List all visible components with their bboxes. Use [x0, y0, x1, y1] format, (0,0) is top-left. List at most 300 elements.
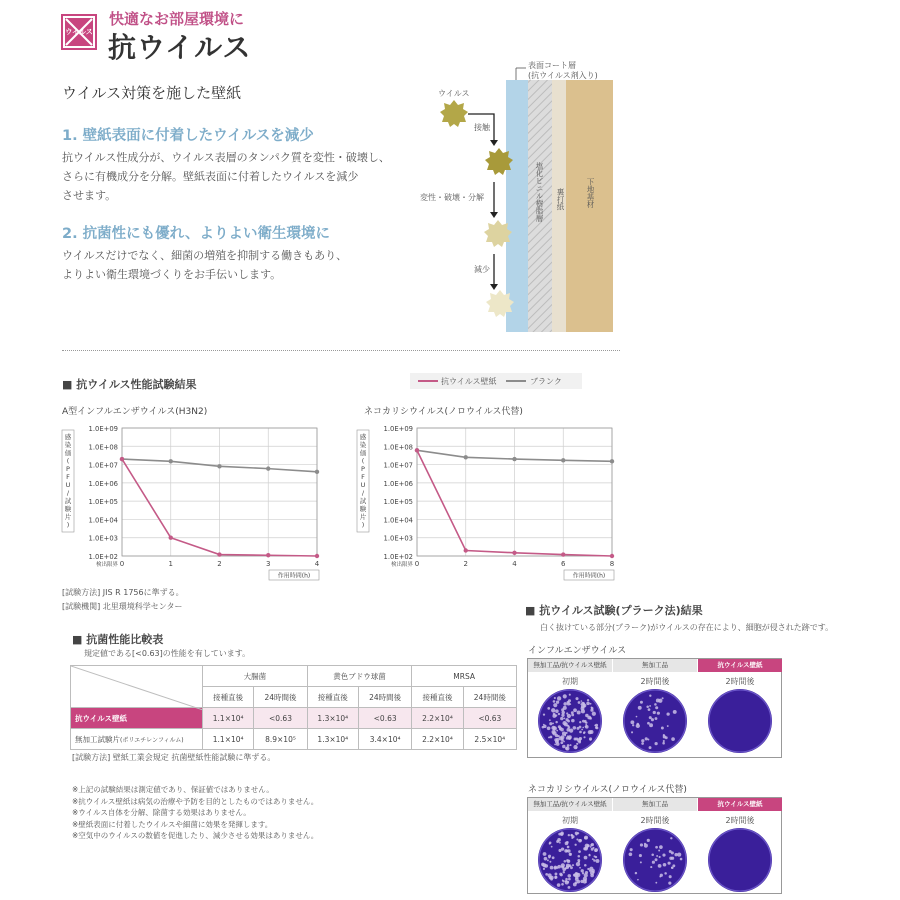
plaque-spot [637, 879, 639, 881]
plaque-header: 無加工品 [613, 659, 697, 672]
blank-point [610, 459, 614, 463]
blank-point [315, 470, 319, 474]
y-tick-label: 1.0E+06 [383, 479, 413, 488]
plaque-spot [587, 868, 589, 870]
chart-2-title: ネコカリシウイルス(ノロウイルス代替) [364, 407, 523, 417]
table-group-header: 黄色ブドウ球菌 [307, 666, 412, 687]
plaque-spot [554, 876, 557, 879]
plaque-spot [556, 701, 559, 704]
y-axis-label-char: 感 [64, 433, 72, 441]
plaque-spot [564, 718, 566, 720]
plaque-spot [556, 742, 560, 746]
plaque-spot [584, 879, 586, 881]
point-1-heading: 1. 壁紙表面に付着したウイルスを減少 [62, 128, 314, 144]
y-axis-label-char: U [65, 481, 71, 489]
plaque-spot [584, 856, 588, 860]
y-tick-label: 1.0E+05 [383, 498, 413, 507]
plaque-spot [581, 707, 585, 711]
plaque-dishes [528, 685, 783, 757]
plaque-spot [647, 722, 650, 725]
plaque-spot [655, 717, 658, 720]
legend-blank: ブランク [530, 377, 562, 386]
plaque-spot [667, 725, 669, 727]
antibac-note: 規定値である[<0.63]の性能を有しています。 [84, 649, 251, 658]
y-tick-label: 1.0E+06 [88, 479, 118, 488]
plaque-spot [591, 707, 593, 709]
plaque-spot [578, 701, 581, 704]
plaque-spot [651, 854, 654, 857]
y-axis-label-char: 験 [359, 505, 367, 513]
y-tick-label: 1.0E+02 [88, 553, 118, 561]
plaque-spot [541, 863, 545, 867]
plaque-spot [575, 747, 577, 749]
x-tick-label: 8 [609, 560, 615, 568]
plaque-spot [654, 703, 657, 706]
plaque-spot [579, 731, 582, 734]
culture-dish [538, 689, 602, 753]
plaque-spot [662, 697, 664, 699]
step-reduce-label: 減少 [474, 265, 490, 274]
plaque-spot [651, 718, 654, 721]
y-tick-label: 1.0E+07 [88, 461, 118, 470]
plaque-spot [568, 735, 572, 739]
plaque-spot [581, 700, 583, 702]
plaque-spot [560, 735, 564, 739]
plaque-spot [575, 875, 578, 878]
y-tick-label: 1.0E+09 [383, 425, 413, 433]
plaque-spot [658, 864, 662, 868]
plaque-spot [594, 848, 598, 852]
plaque-spot [547, 707, 550, 710]
y-tick-label: 1.0E+05 [88, 498, 118, 507]
plaque-spot [592, 847, 594, 849]
y-tick-label: 1.0E+04 [383, 516, 413, 525]
plaque-spot [568, 699, 571, 702]
plaque-panel-1-title: インフルエンザウイルス [528, 646, 627, 656]
plaque-spot [563, 871, 565, 873]
plaque-spot [658, 850, 660, 852]
plaque-spot [668, 882, 671, 885]
antivirus-point [315, 554, 319, 558]
plaque-spot [570, 744, 572, 746]
table-cell: 1.3×10⁴ [307, 729, 358, 750]
y-axis-label-char: 感 [359, 433, 367, 441]
plaque-spot [562, 745, 565, 748]
antivirus-point [512, 551, 516, 555]
y-axis-label-char: 試 [359, 497, 367, 505]
plaque-spot [547, 859, 549, 861]
antivirus-point [610, 554, 614, 558]
blank-point [169, 459, 173, 463]
note-line: ※上記の試験結果は測定値であり、保証値ではありません。 [72, 785, 274, 794]
calicivirus-chart [355, 420, 620, 586]
plaque-spot [578, 855, 581, 858]
plaque-spot [659, 845, 663, 849]
antivirus-point [120, 457, 124, 461]
plaque-spot [677, 853, 681, 857]
table-cell: 8.9×10⁵ [254, 729, 307, 750]
plaque-spot [565, 718, 568, 721]
plaque-spot [671, 851, 674, 854]
plaque-spot [641, 742, 644, 745]
plaque-spot [557, 883, 561, 887]
y-tick-label: 1.0E+07 [383, 461, 413, 470]
plaque-spot [663, 740, 665, 742]
plaque-spot [580, 703, 582, 705]
row-label-small: (ポリエチレンフィルム) [120, 736, 184, 744]
plaque-spot [564, 860, 567, 863]
plaque-spot [575, 832, 578, 835]
plaque-spot [585, 882, 587, 884]
plaque-spot [561, 883, 564, 886]
row-label-main: 無加工試験片 [75, 734, 120, 744]
plaque-spot [577, 859, 580, 862]
table-row-label [71, 729, 203, 750]
table-cell: 2.2×10⁴ [412, 729, 463, 750]
wallpaper-layer-diagram [416, 58, 621, 338]
plaque-spot [585, 722, 587, 724]
plaque-spot [543, 714, 545, 716]
y-axis-label-char: / [66, 489, 70, 497]
plaque-spot [557, 838, 561, 842]
plaque-spot [559, 842, 561, 844]
plaque-spot [644, 843, 646, 845]
plaque-spot [568, 878, 571, 881]
note-line: ※抗ウイルス壁紙は病気の治療や予防を目的としたものではありません。 [72, 796, 319, 806]
y-axis-label-char: ) [361, 521, 365, 529]
note-line: ※ウイルス自体を分解、除菌する効果はありません。 [72, 808, 251, 817]
plaque-spot [570, 866, 573, 869]
plaque-spot [587, 699, 589, 701]
step-decompose-label: 変性・破壊・分解 [420, 193, 484, 202]
plaque-spot [567, 859, 571, 863]
plaque-spot [666, 713, 669, 716]
plaque-spot [649, 723, 653, 727]
plaque-spot [549, 719, 551, 721]
plaque-spot [640, 861, 642, 863]
plaque-label: 初期 [562, 677, 578, 686]
plaque-spot [551, 846, 553, 848]
y-axis-label-char: P [66, 465, 70, 473]
plaque-spot [655, 706, 658, 709]
x-tick-label: 0 [414, 560, 420, 568]
plaque-spot [558, 713, 560, 715]
plaque-spot [561, 711, 564, 714]
y-axis-label-char: 染 [359, 441, 367, 449]
blank-point [266, 466, 270, 470]
plaque-spot [646, 706, 649, 709]
plaque-label: 2時間後 [640, 677, 670, 686]
plaque-header: 無加工品 [613, 798, 697, 811]
plaque-header: 無加工品/抗ウイルス壁紙 [528, 659, 612, 672]
plaque-spot [557, 696, 561, 700]
plaque-spot [575, 697, 578, 700]
plaque-spot [663, 863, 667, 867]
plaque-spot [550, 866, 554, 870]
plaque-spot [655, 846, 658, 849]
influenza-chart [60, 420, 325, 586]
plaque-spot [586, 702, 590, 706]
legend-antivirus: 抗ウイルス壁紙 [441, 377, 497, 386]
plaque-spot [571, 713, 574, 716]
table-row-label: 抗ウイルス壁紙 [71, 708, 203, 729]
plaque-spot [671, 857, 674, 860]
plaque-spot [650, 866, 652, 868]
plaque-spot [562, 732, 566, 736]
y-axis-label-char: 価 [64, 449, 72, 457]
plaque-spot [585, 844, 589, 848]
plaque-spot [553, 703, 557, 707]
plaque-spot [543, 852, 547, 856]
disclaimer-notes [72, 784, 492, 842]
plaque-label: 2時間後 [725, 816, 755, 825]
plaque-description: 白く抜けている部分(プラーク)がウイルスの存在により、細胞が侵された跡です。 [540, 623, 834, 632]
badge-text: ウイルス [65, 28, 93, 36]
table-corner-cell [71, 666, 203, 708]
plaque-spot [630, 848, 633, 851]
x-tick-label: 2 [463, 560, 468, 568]
plaque-spot [592, 858, 594, 860]
y-tick-label: 1.0E+08 [88, 443, 118, 452]
plaque-spot [553, 700, 556, 703]
plaque-spot [567, 714, 571, 718]
plaque-spot [544, 857, 548, 861]
plaque-section-title: ■ 抗ウイルス試験(プラーク法)結果 [525, 604, 703, 617]
x-tick-label: 3 [266, 560, 271, 568]
table-cell: <0.63 [463, 708, 516, 729]
y-tick-label: 1.0E+02 [383, 553, 413, 561]
plaque-spot [550, 736, 553, 739]
y-axis-label-char: F [66, 473, 70, 481]
plaque-spot [549, 842, 552, 845]
plaque-spot [565, 878, 568, 881]
plaque-spot [563, 741, 565, 743]
x-tick-label: 4 [512, 560, 517, 568]
table-cell: 2.2×10⁴ [412, 708, 463, 729]
perf-test-agency: [試験機関] 北里環境科学センター [62, 602, 183, 611]
plaque-spot [640, 843, 643, 846]
y-axis-label-char: 試 [64, 497, 72, 505]
plaque-spot [577, 727, 580, 730]
plaque-spot [551, 708, 555, 712]
plaque-spot [554, 866, 557, 869]
plaque-spot [560, 873, 563, 876]
point-2-line: よりよい衛生環境づくりをお手伝いします。 [62, 268, 282, 281]
plaque-spot [565, 842, 569, 846]
point-1-line: 抗ウイルス性成分が、ウイルス表層のタンパク質を変性・破壊し、 [62, 151, 390, 164]
plaque-spot [552, 722, 554, 724]
plaque-spot [636, 723, 639, 726]
plaque-header: 無加工品/抗ウイルス壁紙 [528, 798, 612, 811]
point-2-body [62, 246, 422, 284]
plaque-spot [544, 866, 546, 868]
culture-dish [708, 828, 772, 892]
vinyl-layer-label: 塩化ビニル樹脂層 [535, 162, 544, 222]
table-subheader: 接種直後 [203, 687, 254, 708]
y-axis-label-char: ) [66, 521, 70, 529]
x-axis-label: 作用時間(h) [572, 572, 606, 580]
plaque-spot [655, 882, 657, 884]
plaque-spot [571, 834, 573, 836]
plaque-spot [592, 712, 596, 716]
y-axis-label-char: P [361, 465, 365, 473]
plaque-spot [648, 708, 651, 711]
plaque-spot [673, 710, 677, 714]
plaque-spot [596, 859, 600, 863]
plaque-spot [656, 855, 658, 857]
x-tick-label: 6 [561, 560, 566, 568]
plaque-spot [589, 854, 591, 856]
antivirus-point [169, 536, 173, 540]
plaque-spot [556, 730, 558, 732]
plaque-spot [590, 709, 593, 712]
plaque-spot [658, 699, 662, 703]
plaque-spot [554, 697, 556, 699]
plaque-panel-2-title: ネコカリシウイルス(ノロウイルス代替) [528, 785, 687, 795]
paper-layer-label: 裏打紙 [556, 188, 565, 211]
plaque-spot [645, 737, 648, 740]
y-axis-label-char: / [361, 489, 365, 497]
plaque-spot [551, 726, 555, 730]
lead-text: ウイルス対策を施した壁紙 [62, 84, 242, 102]
plaque-spot [652, 861, 655, 864]
blank-point [217, 464, 221, 468]
table-subheader: 24時間後 [254, 687, 307, 708]
plaque-spot [565, 868, 567, 870]
plaque-spot [584, 836, 588, 840]
plaque-spot [549, 722, 552, 725]
antibac-table [70, 665, 517, 750]
plaque-spot [591, 869, 595, 873]
table-group-header: MRSA [412, 666, 517, 687]
plaque-spot [543, 868, 545, 870]
base-layer-label: 下地基材 [586, 178, 595, 208]
plaque-spot [588, 730, 592, 734]
table-cell: <0.63 [358, 708, 411, 729]
virus-label: ウイルス [438, 89, 470, 98]
plaque-spot [654, 742, 657, 745]
y-tick-label: 1.0E+08 [383, 443, 413, 452]
plaque-spot [576, 862, 580, 866]
antivirus-point [561, 552, 565, 556]
plaque-header: 抗ウイルス壁紙 [698, 659, 782, 672]
plaque-spot [595, 856, 597, 858]
plaque-spot [560, 741, 563, 744]
plaque-spot [568, 726, 571, 729]
blank-point [561, 458, 565, 462]
plaque-spot [568, 874, 571, 877]
plaque-label: 初期 [562, 816, 578, 825]
x-tick-label: 0 [119, 560, 125, 568]
plaque-spot [636, 716, 638, 718]
plaque-spot [555, 709, 559, 713]
plaque-spot [671, 866, 674, 869]
chart-legend [410, 373, 582, 389]
plaque-spot [554, 744, 556, 746]
plaque-spot [549, 861, 551, 863]
plaque-spot [653, 711, 656, 714]
point-1-line: さらに有機成分を分解。壁紙表面に付着したウイルスを減少 [62, 170, 359, 183]
plaque-spot [568, 886, 571, 889]
plaque-spot [590, 703, 592, 705]
table-cell: 1.3×10⁴ [307, 708, 358, 729]
step-contact-label: 接触 [474, 123, 490, 132]
plaque-spot [565, 747, 568, 750]
plaque-spot [667, 862, 670, 865]
plaque-spot [655, 858, 658, 861]
point-1-line: させます。 [62, 189, 117, 202]
plaque-spot [554, 872, 557, 875]
table-cell: 2.5×10⁴ [463, 729, 516, 750]
plaque-spot [670, 837, 672, 839]
plaque-spot [549, 876, 552, 879]
plaque-spot [659, 856, 661, 858]
plaque-spot [567, 702, 570, 705]
detect-limit-label: 検出限界 [95, 562, 118, 568]
culture-dish [708, 689, 772, 753]
plaque-spot [560, 717, 563, 720]
note-line: ※空気中のウイルスの数値を促進したり、減少させる効果はありません。 [72, 831, 319, 840]
y-axis-label-char: 験 [64, 505, 72, 513]
plaque-spot [560, 832, 564, 836]
plaque-panel-2 [527, 797, 782, 894]
plaque-spot [584, 864, 587, 867]
perf-section-title: ■ 抗ウイルス性能試験結果 [62, 378, 197, 391]
plaque-spot [569, 853, 572, 856]
plaque-spot [566, 728, 570, 732]
plaque-spot [589, 737, 592, 740]
plaque-spot [585, 714, 588, 717]
plaque-spot [562, 721, 566, 725]
plaque-spot [661, 727, 664, 730]
divider [62, 350, 620, 351]
blank-point [512, 457, 516, 461]
plaque-spot [571, 719, 575, 723]
antivirus-point [266, 553, 270, 557]
plaque-spot [638, 706, 642, 710]
plaque-spot [663, 735, 666, 738]
plaque-spot [680, 858, 683, 861]
antivirus-point [217, 552, 221, 556]
plaque-panel-1 [527, 658, 782, 758]
page-subtitle: 快適なお部屋環境に [109, 10, 245, 28]
plaque-spot [558, 849, 561, 852]
plaque-spot [591, 843, 594, 846]
y-axis-label-char: 価 [359, 449, 367, 457]
coat-layer-sublabel: (抗ウイルス剤入り) [528, 71, 598, 80]
antibac-section-title: ■ 抗菌性能比較表 [72, 633, 164, 646]
plaque-spot [649, 705, 651, 707]
y-axis-label-char: ( [361, 457, 365, 465]
virus-badge-icon [61, 14, 97, 50]
plaque-spot [583, 731, 585, 733]
plaque-spot [568, 834, 570, 836]
plaque-spot [576, 743, 578, 745]
chart-1-title: A型インフルエンザウイルス(H3N2) [62, 407, 208, 417]
plaque-spot [561, 866, 564, 869]
plaque-spot [573, 708, 577, 712]
plaque-spot [576, 839, 578, 841]
coat-layer-label: 表面コート層 [528, 61, 576, 70]
plaque-spot [567, 744, 570, 747]
plaque-spot [585, 871, 588, 874]
point-1-body [62, 148, 422, 205]
y-tick-label: 1.0E+04 [88, 516, 118, 525]
plaque-spot [560, 728, 564, 732]
table-cell: 1.1×10⁴ [203, 708, 254, 729]
plaque-spot [649, 695, 651, 697]
point-2-line: ウイルスだけでなく、細菌の増殖を抑制する働きもあり、 [62, 249, 348, 262]
